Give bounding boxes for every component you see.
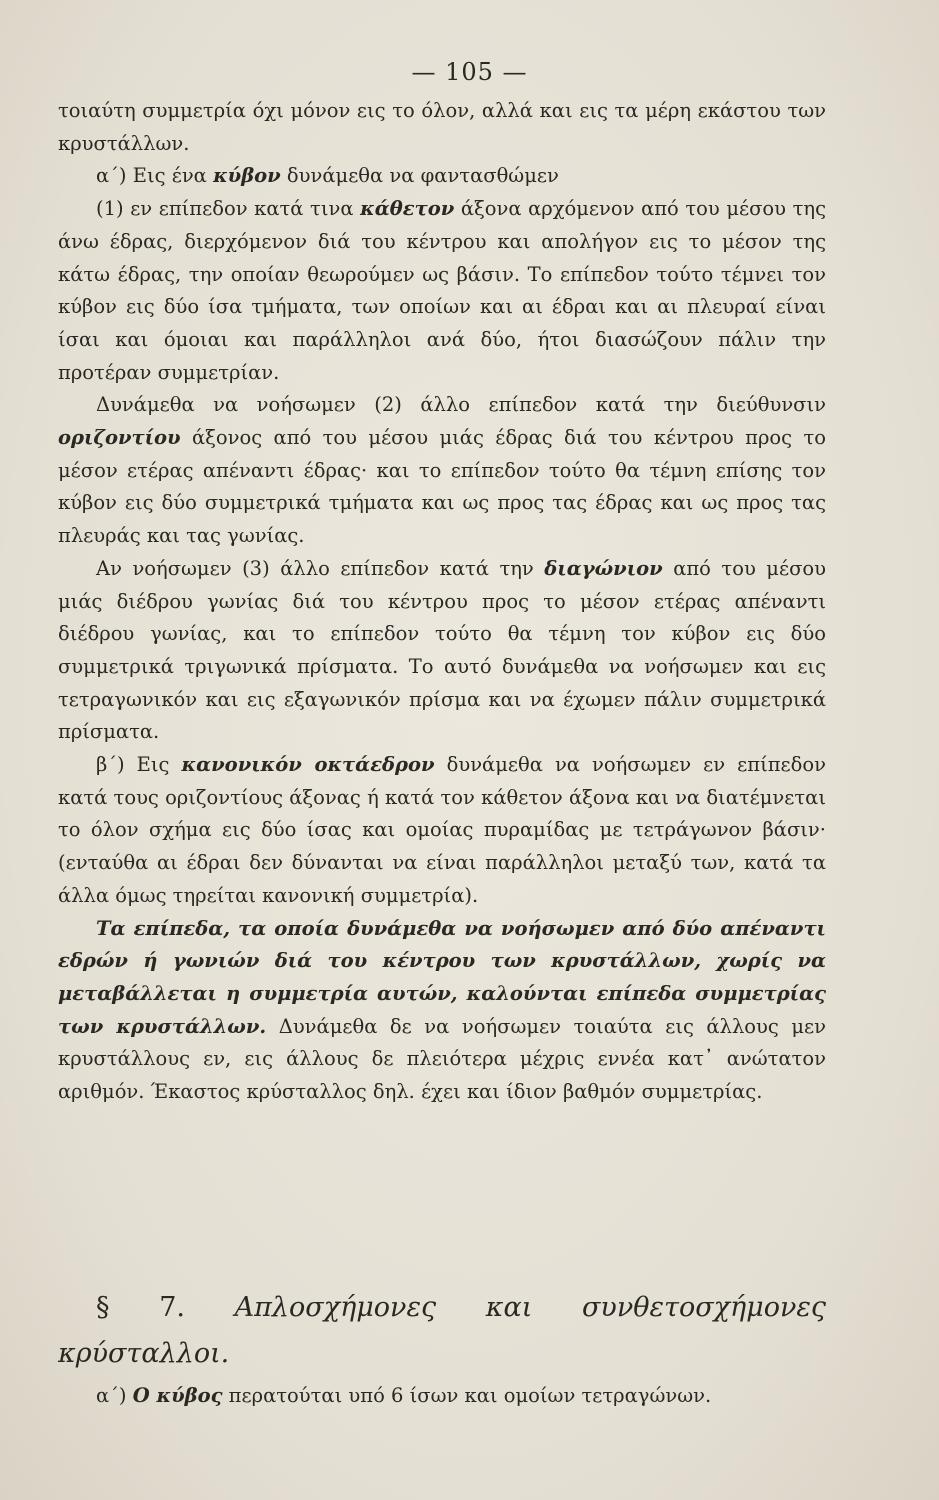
emphasized-text: οριζοντίου	[58, 426, 181, 450]
page-number: — 105 —	[411, 58, 528, 86]
last-paragraph-text: περατούται υπό 6 ίσων και ομοίων τετραγώνων.	[222, 1384, 712, 1407]
emphasized-text: διαγώνιον	[544, 556, 663, 580]
paragraph	[58, 553, 826, 749]
paragraph-text: δυνάμεθα να φαντασθώμεν	[280, 164, 559, 188]
body-text	[58, 95, 826, 1109]
emphasized-text: κύβον	[213, 164, 281, 188]
paragraph-text: άξονα αρχόμενον από του μέσου της άνω έδρας, διερχόμενον διά του κέντρου και απολήγον εις το μέσον της κάτω έδρας, την οποίαν θεωρούμεν ως βάσιν. Το επίπεδον τούτο τέμνει τον κύβον εις δύο ίσα τμήματα, των οποίων και αι έδραι και αι πλευραί είναι ίσαι και όμοιαι και παράλληλοι ανά δύο, ήτοι διασώζουν πάλιν την προτέραν συμμετρίαν.	[58, 197, 827, 384]
paragraph-text: από του μέσου μιάς διέδρου γωνίας διά του κέντρου προς το μέσον ετέρας απέναντι διέδρου γωνίας, και το επίπεδον τούτο θα τέμνη τον κύβον εις δύο συμμετρικά τριγωνικά πρίσματα. Το αυτό δυνάμεθα να νοήσωμεν και εις τετραγωνικόν και εις εξαγωνικόν πρίσμα και να έχωμεν πάλιν συμμετρικά πρίσματα.	[58, 556, 826, 744]
emphasized-text: Τα επίπεδα, τα οποία δυνάμεθα να νοήσωμεν από δύο απέναντι εδρών ή γωνιών διά του κέντρου των κρυστάλλων, χωρίς να μεταβάλλεται η συμμετρία αυτών, καλούνται	[58, 916, 826, 1005]
paragraph-text: β΄) Εις	[96, 753, 182, 777]
paragraph	[58, 389, 826, 553]
paragraph-text: τοιαύτη συμμετρία όχι μόνον εις το όλον, αλλά και εις τα μέρη εκάστου των κρυστάλλων.	[58, 99, 826, 155]
paragraph-text: (1) εν επίπεδον κατά τινα	[96, 197, 361, 221]
emphasized-text: επίπεδα συμμετρίας των κρυστάλλων.	[58, 981, 826, 1038]
paragraph-text: Δυνάμεθα να νοήσωμεν (2) άλλο επίπεδον κατά την διεύθυνσιν	[96, 393, 826, 417]
paragraph-text: Αν νοήσωμεν (3) άλλο επίπεδον κατά την	[96, 556, 545, 580]
paragraph-text: Δυνάμεθα δε να νοήσωμεν τοιαύτα εις άλλους μεν κρυστάλλους εν, εις άλλους δε πλειότερα μέχρις εννέα κατ᾽ ανώτατον αριθμόν. Έκαστος κρύσταλλος δηλ. έχει και ίδιον βαθμόν συμμετρίας.	[58, 1014, 826, 1104]
paragraph-text: α΄) Εις ένα	[96, 164, 214, 188]
paragraph-text: δυνάμεθα να νοήσωμεν εν επίπεδον κατά τους οριζοντίους άξονας ή κατά τον κάθετον άξονα και να διατέμνεται το όλον σχήμα εις δύο ίσας και ομοίας πυραμίδας με τετράγωνον βάσιν· (ενταύθα αι έδραι δεν δύνανται να είναι παράλληλοι μεταξύ των, κατά τα άλλα όμως τηρείται κανονική συμμετρία).	[58, 753, 826, 907]
emphasized-text: κανονικόν οκτάεδρον	[181, 753, 435, 777]
section-number: § 7.	[96, 1292, 185, 1323]
paragraph	[58, 193, 826, 389]
last-paragraph	[58, 1380, 826, 1412]
section-title: Απλοσχήμονες και συνθετοσχήμονες κρύσταλλοι.	[58, 1292, 826, 1369]
paragraph	[58, 160, 826, 193]
last-paragraph-prefix: α΄)	[96, 1384, 133, 1407]
section-heading	[58, 1285, 826, 1377]
paragraph	[58, 913, 826, 1109]
last-paragraph-emphasis: Ο κύβος	[132, 1384, 223, 1407]
emphasized-text: κάθετον	[360, 197, 455, 221]
paragraph-text: άξονος από του μέσου μιάς έδρας διά του κέντρου προς το μέσον ετέρας απέναντι έδρας· και το επίπεδον τούτο θα τέμνη επίσης τον κύβον εις δύο συμμετρικά τμήματα και ως προς τας έδρας και ως προς τας πλευράς και τας γωνίας.	[58, 426, 826, 548]
paragraph	[58, 95, 826, 160]
paragraph	[58, 749, 826, 913]
